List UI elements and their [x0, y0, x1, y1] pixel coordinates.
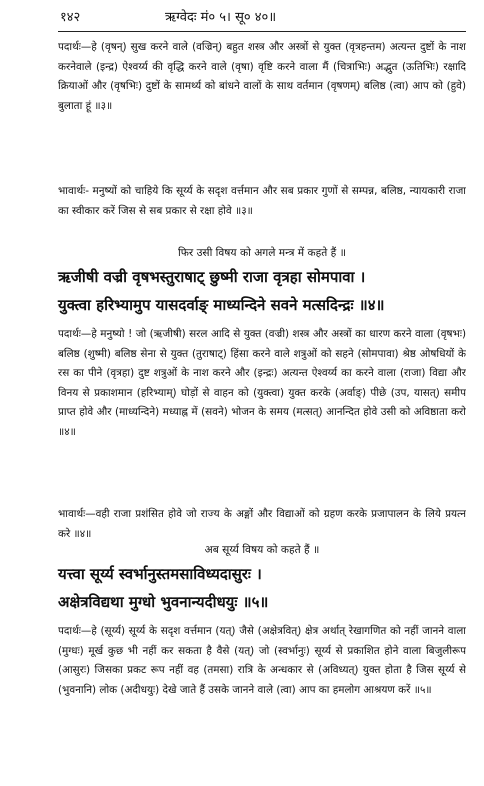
padartha-paragraph-4: पदार्थः—हे मनुष्यो ! जो (ऋजीषी) सरल आदि से युक्त (वज्री) शस्त्र और अस्त्रों का धारण करने वाला (वृषभः) बलिष्ठ (शुष्मी) बलिष्ठ सेना से युक्त (तुराषाट्) हिंसा करने वाले शत्रुओं को सहने (सोमपावा) श्रेष्ठ ओषधियों के रस का पीने (वृत्रहा) दुष्ट शत्रुओं के नाश करने और (इन्द्रः) अत्यन्त ऐश्वर्य्य का करने वाला (राजा) विद्या और विनय से प्रकाशमान (हरिभ्याम्) घोड़ों से वाहन को (युक्त्वा) युक्त करके (अर्वाङ्) पीछे (उप, यासत्) समीप प्राप्त होवे और (माध्यन्दिने) मध्याह्न में (सवने) भोजन के समय (मत्सत्) आनन्दित होवे उसी को अविष्ठाता करो ॥४॥ [58, 328, 466, 438]
bhavartha-paragraph-4: भावार्थः—वही राजा प्रशंसित होवे जो राज्य के अङ्गों और विद्याओं को ग्रहण करके प्रजापालन के लिये प्रयत्न करे ॥४॥ [58, 508, 466, 540]
page-number: १४२ [60, 10, 81, 25]
mantra-4-line-1: ऋजीषी वज्री वृषभस्तुराषाट् छुष्मी राजा वृत्रहा सोमपावा । [58, 268, 366, 286]
mantra-5-line-1: यत्त्वा सूर्य्य स्वर्भानुस्तमसाविध्यदासुरः । [58, 565, 262, 583]
padartha-paragraph-5: पदार्थः—हे (सूर्य्य) सूर्य्य के सदृश वर्त्तमान (यत्) जैसे (अक्षेत्रवित्) क्षेत्र अर्थात् रेखागणित को नहीं जानने वाला (मुग्धः) मूर्ख कुछ भी नहीं कर सकता है वैसे (यत्) जो (स्वर्भानुः) सूर्य्य से प्रकाशित होने वाला बिजुलीरूप (आसुरः) जिसका प्रकट रूप नहीं वह (तमसा) रात्रि के अन्धकार से (अविध्यत्) युक्त होता है जिस सूर्य्य से (भुवनानि) लोक (अदीधयुः) देखे जाते हैं उसके जानने वाले (त्वा) आप का हमलोग आश्रयण करें ॥५॥ [58, 625, 466, 696]
running-title: ऋग्वेदः मं० ५। सू० ४०॥ [165, 10, 277, 25]
padartha-paragraph-3: पदार्थः—हे (वृषन्) सुख करने वाले (वज्रिन्) बहुत शस्त्र और अस्त्रों से युक्त (वृत्रहन्तम) अत्यन्त दुष्टों के नाश करनेवाले (इन्द्र) ऐश्वर्य्य की वृद्धि करने वाले (वृषा) वृष्टि करने वाला मैं (चित्राभिः) अद्भुत (ऊतिभिः) रक्षादि क्रियाओं और (वृषभिः) दुष्टों के सामर्थ्य को बांधने वालों के साथ वर्तमान (वृषणम्) बलिष्ठ (त्वा) आप को (हुवे) बुलाता हूं ॥३॥ [58, 41, 466, 112]
page-header [0, 4, 484, 26]
mantra-5-line-2: अक्षेत्रविद्यथा मुग्धो भुवनान्यदीधयुः ॥५॥ [58, 593, 269, 611]
header-rule [58, 31, 466, 32]
intro-caption-mantra-5: अब सूर्य्य विषय को कहते हैं ॥ [204, 544, 320, 556]
mantra-4-line-2: युक्त्वा हरिभ्यामुप यासदर्वाङ् माध्यन्दिने सवने मत्सदिन्द्रः ॥४॥ [58, 296, 385, 314]
bhavartha-paragraph-3: भावार्थः- मनुष्यों को चाहिये कि सूर्य्य के सदृश वर्त्तमान और सब प्रकार गुणों से सम्पन्न, बलिष्ठ, न्यायकारी राजा का स्वीकार करें जिस से सब प्रकार से रक्षा होवे ॥३॥ [58, 185, 466, 217]
intro-caption-mantra-4: फिर उसी विषय को अगले मन्त्र में कहते हैं ॥ [177, 247, 346, 259]
